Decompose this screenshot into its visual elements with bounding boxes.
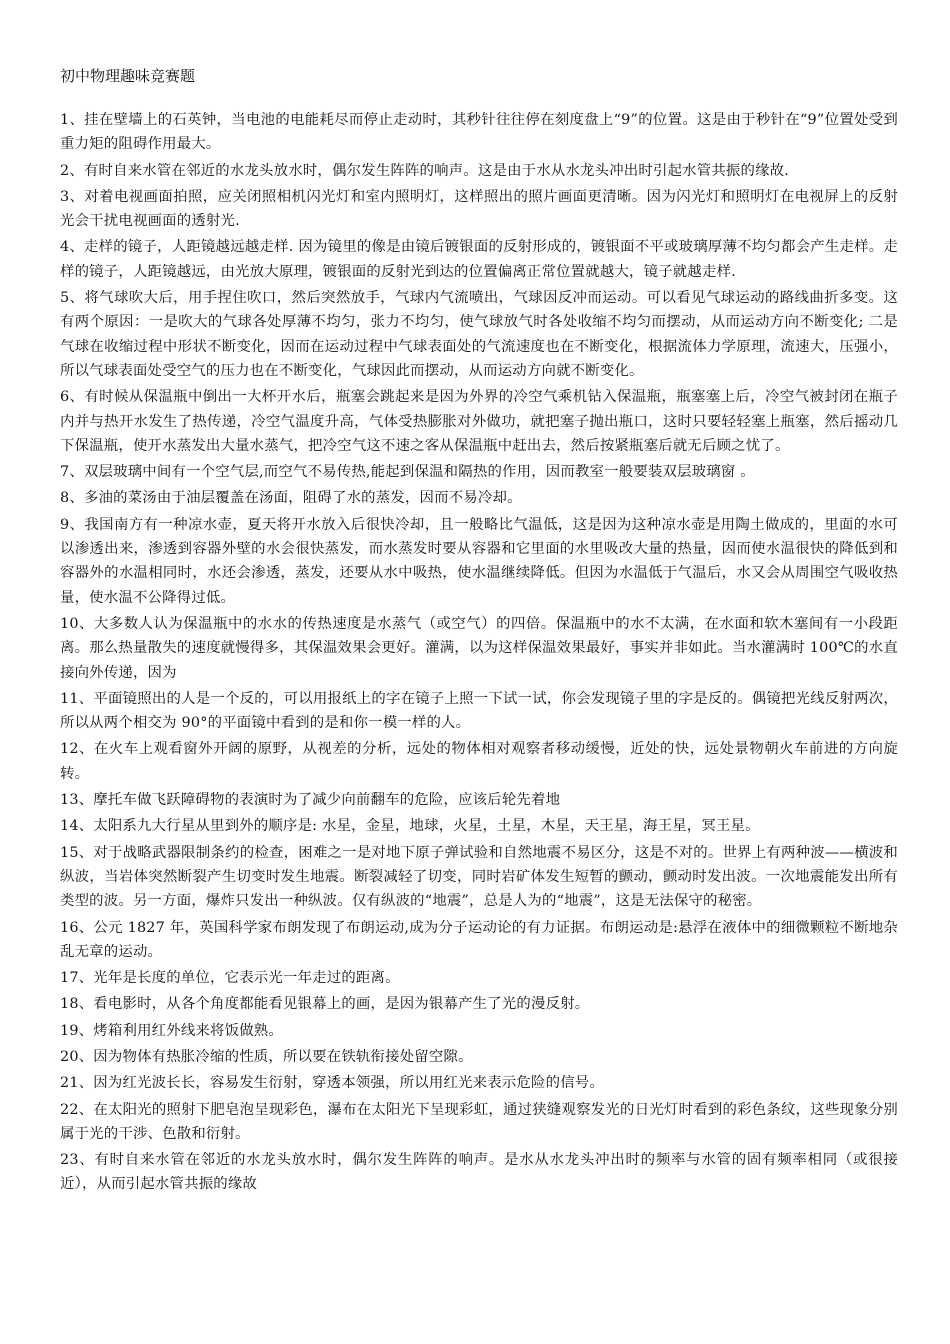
list-item: 16、公元 1827 年，英国科学家布朗发现了布朗运动,成为分子运动论的有力证据。布朗运动是:悬浮在液体中的细微颗粒不断地杂乱无章的运动。	[60, 919, 898, 960]
list-item: 4、走样的镜子，人距镜越远越走样. 因为镜里的像是由镜后镀银面的反射形成的，镀银面不平或玻璃厚薄不均匀都会产生走样。走样的镜子，人距镜越远，由光放大原理，镀银面的反射光到达的位置偏离正常位置就越大，镜子就越走样.	[60, 239, 898, 280]
list-item: 3、对着电视画面拍照，应关闭照相机闪光灯和室内照明灯，这样照出的照片画面更清晰。因为闪光灯和照明灯在电视屏上的反射光会干扰电视画面的透射光.	[60, 188, 898, 230]
list-item: 23、有时自来水管在邻近的水龙头放水时，偶尔发生阵阵的响声。是水从水龙头冲出时的频率与水管的固有频率相同（或很接近），从而引起水管共振的缘故	[60, 1152, 898, 1193]
list-item: 14、太阳系九大行星从里到外的顺序是: 水星，金星，地球，火星，土星，木星，天王星，海王星，冥王星。	[60, 818, 760, 835]
list-item: 18、看电影时，从各个角度都能看见银幕上的画，是因为银幕产生了光的漫反射。	[60, 996, 590, 1013]
list-item: 11、平面镜照出的人是一个反的，可以用报纸上的字在镜子上照一下试一试，你会发现镜子里的字是反的。偶镜把光线反射两次，所以从两个相交为 90°的平面镜中看到的是和你一模一样的人。	[60, 690, 898, 732]
list-item: 21、因为红光波长长，容易发生衍射，穿透本领强，所以用红光来表示危险的信号。	[60, 1075, 604, 1092]
list-item: 13、摩托车做飞跃障碍物的表演时为了减少向前翻车的危险，应该后轮先着地	[60, 792, 561, 809]
list-item: 22、在太阳光的照射下肥皂泡呈现彩色，瀑布在太阳光下呈现彩虹，通过狭缝观察发光的日光灯时看到的彩色条纹，这些现象分别属于光的干涉、色散和衍射。	[60, 1101, 898, 1142]
question-list	[60, 108, 898, 1197]
list-item: 19、烤箱利用红外线来将饭做熟。	[60, 1022, 283, 1039]
list-item: 20、因为物体有热胀冷缩的性质，所以要在铁轨衔接处留空隙。	[60, 1048, 473, 1065]
list-item: 6、有时候从保温瓶中倒出一大杯开水后，瓶塞会跳起来是因为外界的冷空气乘机钻入保温瓶，瓶塞塞上后，冷空气被封闭在瓶子内并与热开水发生了热传递，冷空气温度升高，气体受热膨胀对外做功，就把塞子抛出瓶口，这时只要轻轻塞上瓶塞，然后摇动几下保温瓶，使开水蒸发出大量水蒸气，把冷空气这不速之客从保温瓶中赶出去，然后按紧瓶塞后就无后顾之忧了。	[60, 389, 898, 454]
list-item: 8、多油的菜汤由于油层覆盖在汤面，阻碍了水的蒸发，因而不易冷却。	[60, 490, 522, 507]
list-item: 15、对于战略武器限制条约的检查，困难之一是对地下原子弹试验和自然地震不易区分，这是不对的。世界上有两种波——横波和纵波，当岩体突然断裂产生切变时发生地震。断裂减轻了切变，同时岩矿体发生短暂的颤动，颤动时发出波。一次地震能发出所有类型的波。另一方面，爆炸只发出一种纵波。仅有纵波的“地震”，总是人为的“地震”，这是无法保守的秘密。	[60, 844, 898, 910]
list-item: 9、我国南方有一种凉水壶，夏天将开水放入后很快冷却，且一般略比气温低，这是因为这种凉水壶是用陶土做成的，里面的水可以渗透出来，渗透到容器外壁的水会很快蒸发，而水蒸发时要从容器和它里面的水里吸改大量的热量，因而使水温很快的降低到和容器外的水温相同时，水还会渗透，蒸发，还要从水中吸热，使水温继续降低。但因为水温低于气温后，水又会从周围空气吸收热量，使水温不公降得过低。	[60, 516, 898, 606]
list-item: 10、大多数人认为保温瓶中的水水的传热速度是水蒸气（或空气）的四倍。保温瓶中的水不太满，在水面和软木塞间有一小段距离。那么热量散失的速度就慢得多，其保温效果会更好。灌满，以为这样保温效果最好，事实并非如此。当水灌满时 100℃的水直接向外传递，因为	[60, 615, 898, 681]
list-item: 2、有时自来水管在邻近的水龙头放水时，偶尔发生阵阵的响声。这是由于水从水龙头冲出时引起水管共振的缘故.	[60, 162, 790, 179]
list-item: 12、在火车上观看窗外开阔的原野，从视差的分析，远处的物体相对观察者移动缓慢，近处的快，远处景物朝火车前进的方向旋转。	[60, 741, 898, 782]
document-title: 初中物理趣味竞赛题	[60, 67, 196, 85]
list-item: 1、挂在壁墙上的石英钟，当电池的电能耗尽而停止走动时，其秒针往往停在刻度盘上“9”的位置。这是由于秒针在“9”位置处受到重力矩的阻碍作用最大。	[60, 112, 898, 153]
list-item: 7、双层玻璃中间有一个空气层,而空气不易传热,能起到保温和隔热的作用，因而教室一般要装双层玻璃窗 。	[60, 464, 755, 481]
list-item: 17、光年是长度的单位，它表示光一年走过的距离。	[60, 970, 400, 987]
list-item: 5、将气球吹大后，用手捏住吹口，然后突然放手，气球内气流喷出，气球因反冲而运动。可以看见气球运动的路线曲折多变。这有两个原因：一是吹大的气球各处厚薄不均匀，张力不均匀，使气球放气时各处收缩不均匀而摆动，从而运动方向不断变化; 二是气球在收缩过程中形状不断变化，因而在运动过程中气球表面处的气流速度也在不断变化，根据流体力学原理，流速大，压强小，所以气球表面处受空气的压力也在不断变化，气球因此而摆动，从而运动方向就不断变化。	[60, 290, 898, 379]
